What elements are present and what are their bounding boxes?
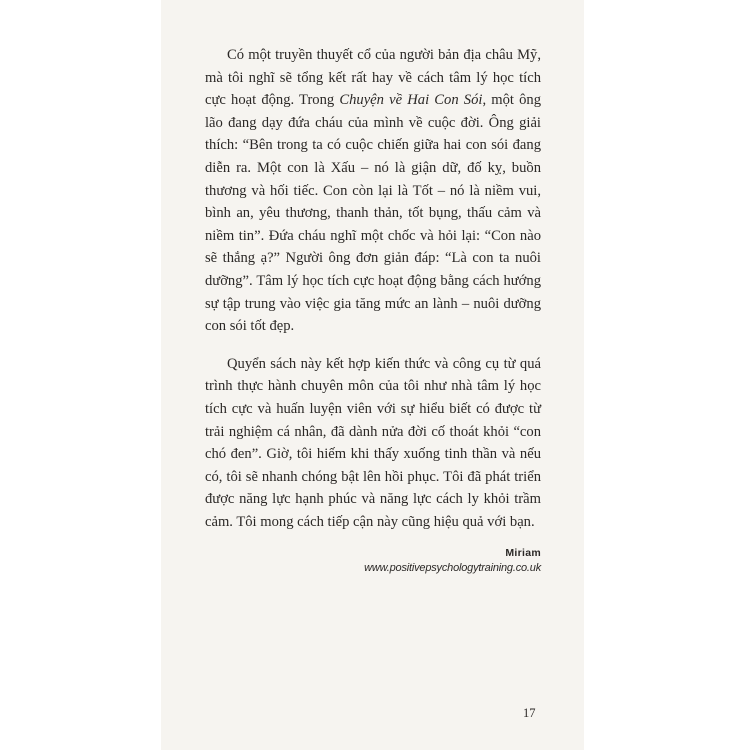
paragraph-1-body: , một ông lão đang dạy đứa cháu của mình về cuộc đời. Ông giải thích: “Bên trong ta có cuộc chiến giữa hai con sói đang diễn ra. Một con là Xấu – nó là giận dữ, đố kỵ, buồn thương và hối tiếc. Con còn lại là Tốt – nó là niềm vui, bình an, yêu thương, thanh thản, tốt bụng, thấu cảm và niềm tin”. Đứa cháu nghĩ một chốc và hỏi lại: “Con nào sẽ thắng ạ?” Người ông đơn giản đáp: “Là con ta nuôi dưỡng”. Tâm lý học tích cực hoạt động bằng cách hướng sự tập trung vào việc gia tăng mức an lành – nuôi dưỡng con sói tốt đẹp. [205, 92, 542, 335]
paragraph-1 [205, 44, 541, 338]
page-body [205, 44, 541, 576]
story-title: Chuyện về Hai Con Sói [339, 92, 483, 109]
page-number: 17 [523, 706, 536, 720]
book-page [161, 0, 584, 750]
author-website: www.positivepsychologytraining.co.uk [364, 562, 541, 575]
author-signature: Miriam [505, 547, 541, 560]
paragraph-2: Quyển sách này kết hợp kiến thức và công cụ từ quá trình thực hành chuyên môn của tôi như nhà tâm lý học tích cực và huấn luyện viên với sự hiểu biết có được từ trải nghiệm cá nhân, đã dành nửa đời cố thoát khỏi “con chó đen”. Giờ, tôi hiếm khi thấy xuống tinh thần và nếu có, tôi sẽ nhanh chóng bật lên hồi phục. Tôi đã phát triển được năng lực hạnh phúc và năng lực cách ly khỏi trầm cảm. Tôi mong cách tiếp cận này cũng hiệu quả với bạn. [205, 355, 541, 530]
paragraph-1-intro: Có một truyền thuyết cổ của người bản địa châu Mỹ, mà tôi nghĩ sẽ tổng kết rất hay về cách tâm lý học tích cực hoạt động. Trong [205, 47, 541, 109]
